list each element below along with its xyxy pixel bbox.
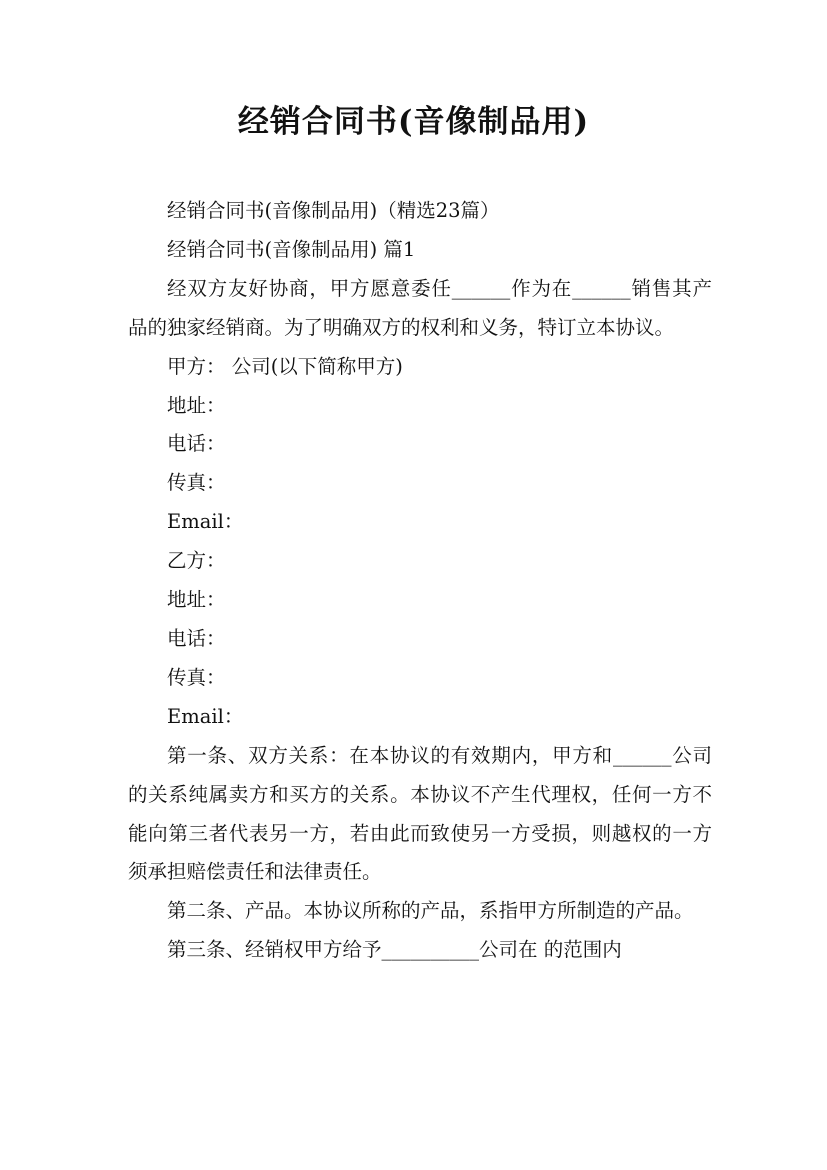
party-a-phone: 电话： [167, 432, 226, 456]
article-3: 第三条、经销权甲方给予__________公司在 的范围内 [167, 938, 622, 962]
document-body [128, 192, 712, 970]
party-b-fax: 传真： [167, 665, 226, 689]
party-b-phone: 电话： [167, 626, 226, 650]
party-b-address: 地址： [167, 588, 226, 612]
party-a-email: Email： [167, 510, 244, 534]
party-a-fax: 传真： [167, 471, 226, 495]
party-b-email: Email： [167, 704, 244, 728]
paragraph-subtitle: 经销合同书(音像制品用)（精选23篇） [167, 199, 500, 222]
article-1: 第一条、双方关系：在本协议的有效期内，甲方和______公司的关系纯属卖方和买方的关系。本协议不产生代理权，任何一方不能向第三者代表另一方，若由此而致使另一方受损，则越权的一方须承担赔偿责任和法律责任。 [128, 743, 712, 884]
article-2: 第二条、产品。本协议所称的产品，系指甲方所制造的产品。 [167, 899, 694, 923]
party-b-name: 乙方： [167, 549, 226, 573]
party-a-name: 甲方： 公司(以下简称甲方) [167, 354, 403, 378]
document-title: 经销合同书(音像制品用) [237, 104, 590, 140]
paragraph-intro: 经双方友好协商，甲方愿意委任______作为在______销售其产品的独家经销商。为了明确双方的权利和义务，特订立本协议。 [128, 276, 712, 339]
paragraph-section-heading: 经销合同书(音像制品用) 篇1 [167, 237, 416, 261]
party-a-address: 地址： [167, 393, 226, 417]
